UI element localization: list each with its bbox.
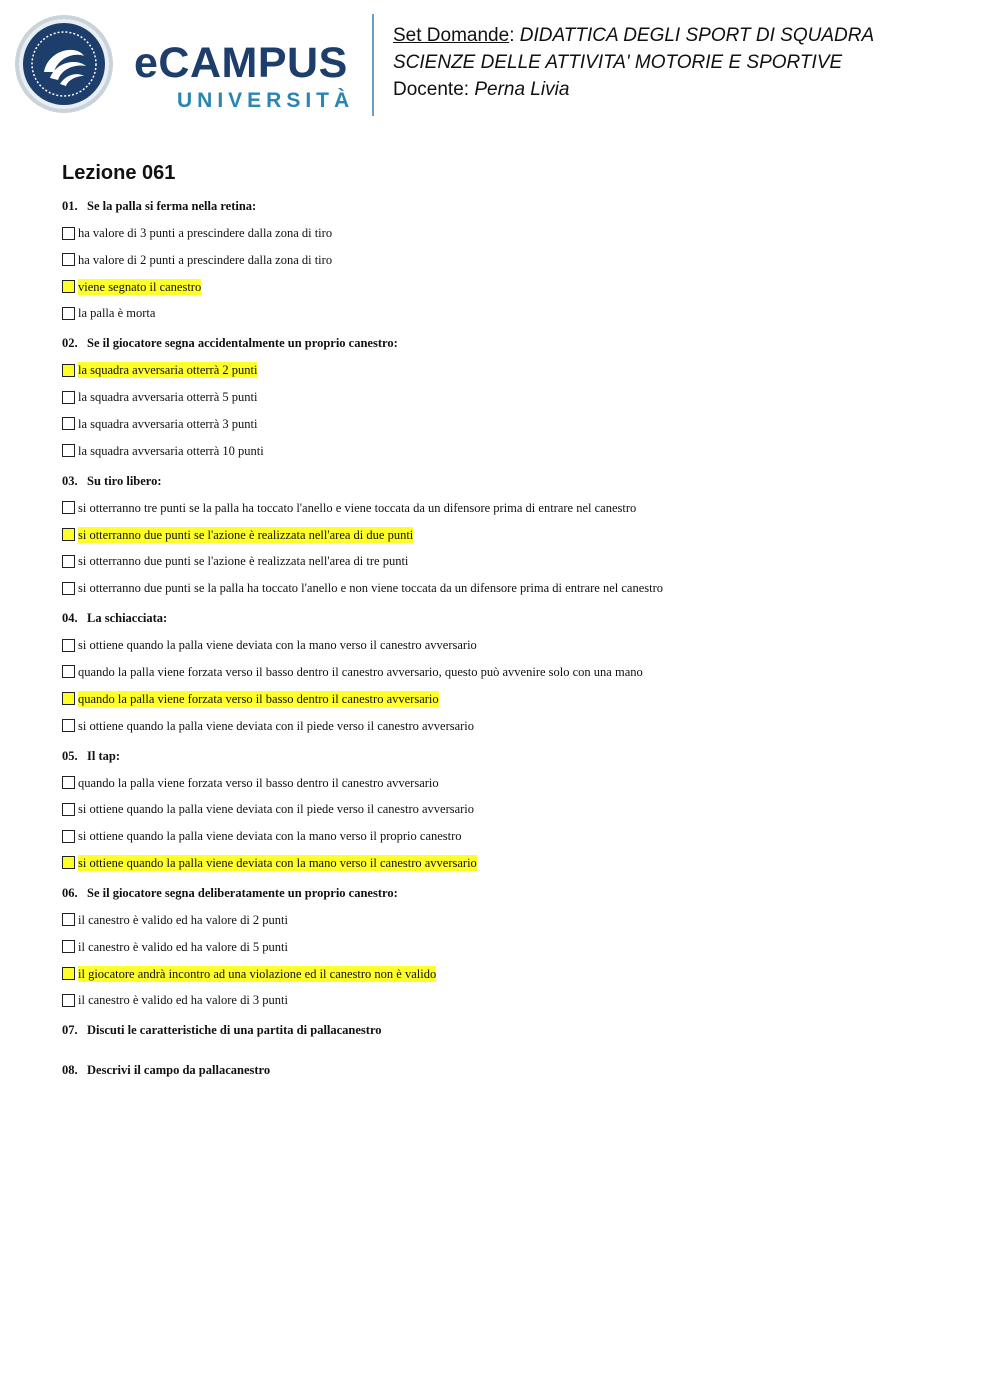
course-name: DIDATTICA DEGLI SPORT DI SQUADRA [519,25,875,46]
open-question [62,1022,962,1038]
option-text: il canestro è valido ed ha valore di 2 punti [78,912,289,927]
option-text: il giocatore andrà incontro ad una violazione ed il canestro non è valido [78,966,437,981]
question-text: Il tap: [87,748,120,763]
option-text: quando la palla viene forzata verso il basso dentro il canestro avversario [78,691,439,706]
header-info [393,22,874,103]
lesson-title: Lezione 061 [62,162,176,184]
question-block [62,748,962,871]
question-title [62,748,962,764]
question-text: Discuti le caratteristiche di una partita di pallacanestro [87,1023,382,1038]
answer-option[interactable] [62,718,962,734]
question-title [62,198,962,214]
option-text: si ottiene quando la palla viene deviata con la mano verso il proprio canestro [78,829,462,844]
answer-option[interactable] [62,416,962,432]
checkbox-icon[interactable] [62,280,75,293]
question-text: La schiacciata: [87,611,168,626]
answer-option-highlighted[interactable] [62,855,962,871]
option-text: si otterranno due punti se l'azione è realizzata nell'area di due punti [78,527,414,542]
option-text: si ottiene quando la palla viene deviata con il piede verso il canestro avversario [78,802,475,817]
question-title [62,610,962,626]
checkbox-icon[interactable] [62,528,75,541]
ecampus-seal-icon [14,14,118,118]
teacher-name: Perna Livia [474,79,570,100]
option-text: quando la palla viene forzata verso il basso dentro il canestro avversario [78,775,439,790]
checkbox-icon[interactable] [62,719,75,732]
answer-option[interactable] [62,389,962,405]
checkbox-icon[interactable] [62,417,75,430]
question-number: 08. [62,1063,78,1078]
checkbox-icon[interactable] [62,994,75,1007]
answer-option[interactable] [62,828,962,844]
checkbox-icon[interactable] [62,364,75,377]
question-block [62,198,962,321]
checkbox-icon[interactable] [62,582,75,595]
header-divider [372,14,374,116]
question-text: Descrivi il campo da pallacanestro [87,1063,271,1078]
checkbox-icon[interactable] [62,555,75,568]
answer-option[interactable] [62,252,962,268]
option-text: il canestro è valido ed ha valore di 3 punti [78,993,289,1008]
answer-option[interactable] [62,443,962,459]
answer-option[interactable] [62,992,962,1008]
checkbox-icon[interactable] [62,830,75,843]
teacher-line [393,76,874,103]
checkbox-icon[interactable] [62,856,75,869]
question-title [62,473,962,489]
brand-subtitle: UNIVERSITÀ [177,89,355,112]
checkbox-icon[interactable] [62,967,75,980]
checkbox-icon[interactable] [62,692,75,705]
option-text: viene segnato il canestro [78,279,202,294]
question-number: 07. [62,1023,78,1038]
question-block [62,610,962,733]
answer-option-highlighted[interactable] [62,691,962,707]
option-text: il canestro è valido ed ha valore di 5 punti [78,939,289,954]
answer-option[interactable] [62,225,962,241]
checkbox-icon[interactable] [62,253,75,266]
option-text: la squadra avversaria otterrà 5 punti [78,390,258,405]
answer-option-highlighted[interactable] [62,966,962,982]
option-text: ha valore di 3 punti a prescindere dalla zona di tiro [78,226,333,240]
question-number: 03. [62,473,78,488]
option-text: si ottiene quando la palla viene deviata con la mano verso il canestro avversario [78,638,477,653]
question-number: 06. [62,885,78,900]
option-text: si ottiene quando la palla viene deviata con la mano verso il canestro avversario [78,855,477,870]
checkbox-icon[interactable] [62,227,75,240]
answer-option[interactable] [62,939,962,955]
option-text: si otterranno due punti se la palla ha toccato l'anello e non viene toccata da un difensore prima di entrare nel canestro [78,581,664,596]
question-number: 04. [62,611,78,626]
question-title [62,885,962,901]
question-number: 05. [62,748,78,763]
question-title [62,335,962,351]
answer-option[interactable] [62,500,962,516]
checkbox-icon[interactable] [62,501,75,514]
checkbox-icon[interactable] [62,307,75,320]
option-text: si otterranno due punti se l'azione è realizzata nell'area di tre punti [78,554,409,569]
questions-list [62,198,962,1008]
answer-option-highlighted[interactable] [62,362,962,378]
option-text: si otterranno tre punti se la palla ha toccato l'anello e viene toccata da un difensore prima di entrare nel canestro [78,500,637,515]
answer-option-highlighted[interactable] [62,279,962,295]
option-text: la squadra avversaria otterrà 2 punti [78,363,258,378]
checkbox-icon[interactable] [62,639,75,652]
question-number: 02. [62,336,78,351]
answer-option[interactable] [62,775,962,791]
page-header [0,0,1000,130]
question-text: Se la palla si ferma nella retina: [87,199,257,213]
question-text: Su tiro libero: [87,473,162,488]
answer-option[interactable] [62,553,962,569]
open-question [62,1062,962,1078]
program-line [393,49,874,76]
checkbox-icon[interactable] [62,444,75,457]
open-questions-list [62,1022,962,1078]
answer-option[interactable] [62,305,962,321]
checkbox-icon[interactable] [62,803,75,816]
question-block [62,885,962,1008]
question-number: 01. [62,199,78,213]
question-text: Se il giocatore segna accidentalmente un proprio canestro: [87,336,398,351]
question-block [62,335,962,458]
answer-option[interactable] [62,637,962,653]
answer-option[interactable] [62,664,962,680]
checkbox-icon[interactable] [62,776,75,789]
set-label: Set Domande [393,25,510,46]
questions-content [62,160,962,1102]
question-block [62,473,962,596]
teacher-label: Docente: [393,79,470,100]
checkbox-icon[interactable] [62,940,75,953]
option-text: la squadra avversaria otterrà 10 punti [78,443,264,458]
checkbox-icon[interactable] [62,391,75,404]
program-name: SCIENZE DELLE ATTIVITA' MOTORIE E SPORTIVE [393,52,843,73]
ecampus-logo [14,14,369,118]
answer-option[interactable] [62,580,962,596]
brand-name: eCAMPUS [134,39,348,87]
answer-option[interactable] [62,801,962,817]
option-text: quando la palla viene forzata verso il basso dentro il canestro avversario, questo può avvenire solo con una mano [78,664,643,679]
option-text: la palla è morta [78,306,156,321]
answer-option-highlighted[interactable] [62,527,962,543]
option-text: la squadra avversaria otterrà 3 punti [78,416,258,431]
option-text: ha valore di 2 punti a prescindere dalla zona di tiro [78,252,333,267]
answer-option[interactable] [62,912,962,928]
course-line: Set Domande: DIDATTICA DEGLI SPORT DI SQUADRA [393,25,875,46]
question-text: Se il giocatore segna deliberatamente un proprio canestro: [87,885,398,900]
option-text: si ottiene quando la palla viene deviata con il piede verso il canestro avversario [78,718,475,733]
checkbox-icon[interactable] [62,665,75,678]
checkbox-icon[interactable] [62,913,75,926]
